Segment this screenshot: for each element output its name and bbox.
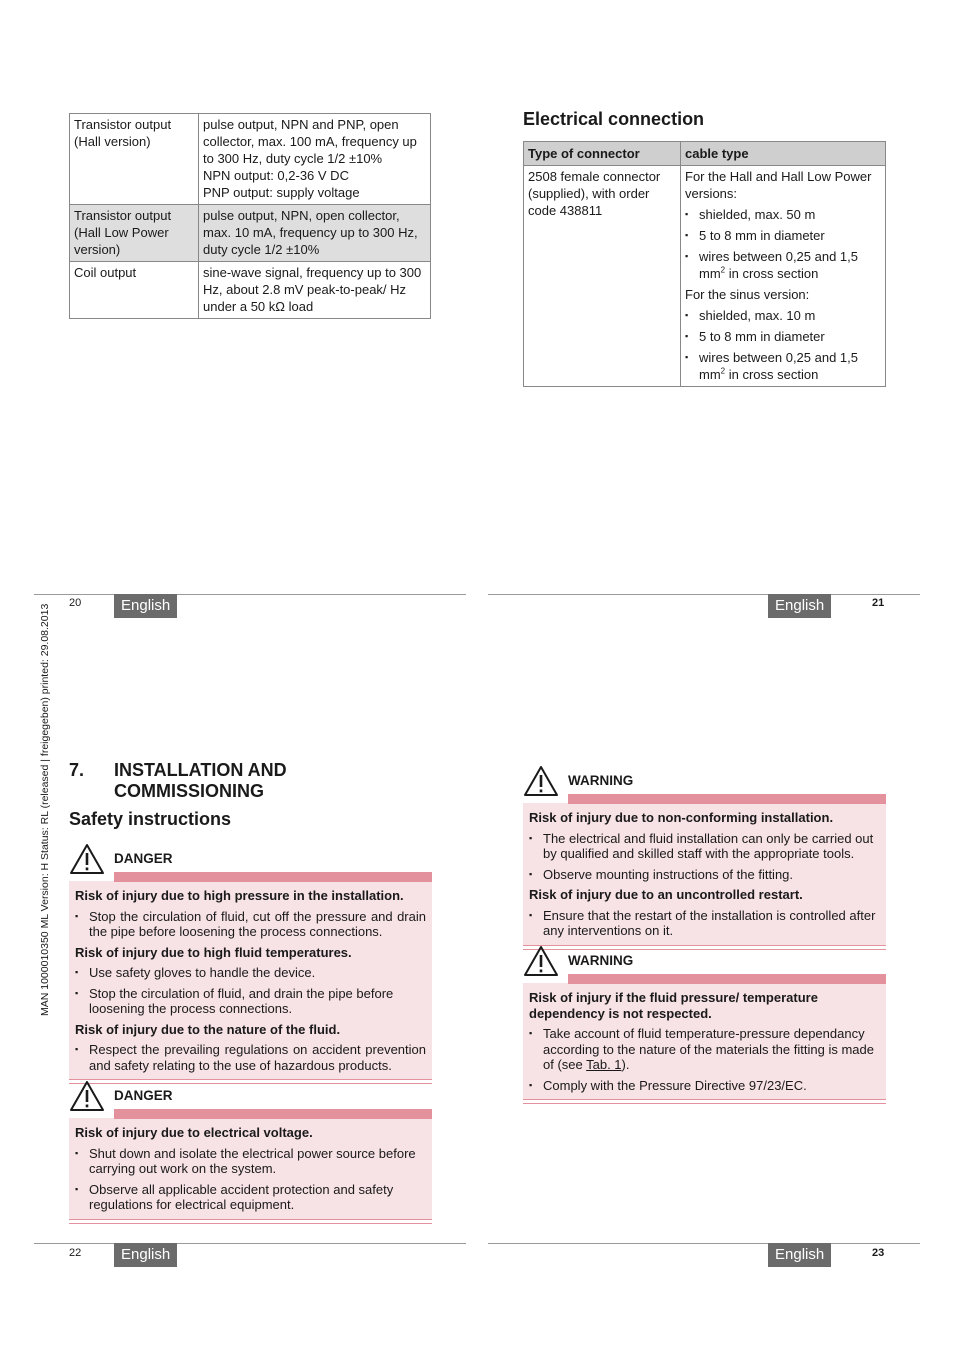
instruction-list — [75, 1042, 426, 1073]
warning-triangle-icon — [69, 843, 105, 875]
language-tag: English — [114, 1243, 177, 1267]
risk-heading: Risk of injury due to high fluid temperatures. — [75, 944, 352, 960]
row-value — [199, 262, 431, 319]
risk-heading: Risk of injury due to high pressure in the installation. — [75, 888, 404, 903]
list-item: ▪ Use safety gloves to handle the device. — [75, 965, 426, 981]
list-item: ▪ shielded, max. 50 m — [685, 206, 881, 223]
list-item: ▪ Respect the prevailing regulations on accident prevention and safety relating to the use of hazardous products. — [75, 1042, 426, 1073]
page-number: 20 — [69, 597, 82, 609]
danger-bar — [114, 872, 432, 882]
list-item: ▪ Ensure that the restart of the installation is controlled after any interventions on it. — [529, 908, 880, 939]
column-header: Type of connector — [524, 142, 681, 166]
row-value — [199, 114, 431, 205]
list-item: ▪ Stop the circulation of fluid, and drain the pipe before loosening the process connections. — [75, 986, 426, 1017]
footer-rule — [34, 594, 466, 595]
warning-label: WARNING — [568, 953, 634, 968]
output-specs-table — [69, 113, 431, 319]
row-value — [199, 205, 431, 262]
warning-header — [523, 953, 886, 983]
section-title — [114, 760, 287, 802]
instruction-list — [529, 908, 880, 939]
section-title-line: INSTALLATION AND — [114, 760, 287, 780]
footer-rule — [34, 1243, 466, 1244]
warning-body — [523, 983, 886, 1100]
instruction-list — [75, 1146, 426, 1213]
table-row — [70, 205, 431, 262]
language-tag: English — [114, 594, 177, 618]
danger-box — [69, 1088, 432, 1220]
risk-heading: Risk of injury due to an uncontrolled restart. — [529, 887, 803, 902]
page-number: 22 — [69, 1247, 82, 1259]
risk-heading: Risk of injury if the fluid pressure/ temperature dependency is not respected. — [529, 990, 818, 1021]
warning-label: WARNING — [568, 773, 634, 788]
value-line: sine-wave signal, frequency up to 300 Hz, about 2.8 mV peak-to-peak/ Hz under a 50 kΩ load — [203, 265, 422, 314]
list-item-text: ). — [621, 1057, 630, 1072]
document-status-line: MAN 1000010350 ML Version: H Status: RL (released | freigegeben) printed: 29.08.2013 — [39, 603, 51, 1016]
safety-instructions-heading: Safety instructions — [69, 809, 232, 829]
warning-body — [523, 803, 886, 946]
hall-intro: For the Hall and Hall Low Power versions: — [685, 169, 872, 201]
list-item: ▪ 5 to 8 mm in diameter — [685, 227, 881, 244]
warning-header — [523, 773, 886, 803]
warning-triangle-icon — [523, 945, 559, 977]
value-line: PNP output: supply voltage — [203, 185, 360, 200]
warning-triangle-icon — [69, 1080, 105, 1112]
sinus-intro: For the sinus version: — [685, 287, 810, 302]
danger-body — [69, 1118, 432, 1220]
connector-cell: 2508 female connector (supplied), with order code 438811 — [524, 166, 681, 387]
danger-box — [69, 851, 432, 1080]
list-item: ▪ Stop the circulation of fluid, cut off the pressure and drain the pipe before loosening the process connections. — [75, 909, 426, 940]
section-title-line: COMMISSIONING — [114, 781, 265, 801]
list-item-text: wires between 0,25 and 1,5 mm — [699, 350, 858, 382]
superscript: 2 — [720, 366, 726, 376]
list-item: ▪ Observe mounting instructions of the fitting. — [529, 867, 880, 883]
risk-heading: Risk of injury due to the nature of the fluid. — [75, 1021, 341, 1037]
danger-body — [69, 881, 432, 1080]
footer-rule — [488, 1243, 920, 1244]
list-item-text: Take account of fluid temperature-pressure dependancy according to the nature of the materials the fitting is made of (see — [543, 1026, 874, 1072]
instruction-list — [529, 831, 880, 883]
table-row — [524, 166, 886, 387]
electrical-connection-table — [523, 141, 886, 387]
list-item: ▪ Observe all applicable accident protection and safety regulations for electrical equipment. — [75, 1182, 426, 1213]
language-tag: English — [768, 594, 831, 618]
column-header: cable type — [681, 142, 886, 166]
instruction-list — [529, 1026, 880, 1093]
section-number: 7. — [69, 760, 85, 780]
list-item: ▪ Comply with the Pressure Directive 97/23/EC. — [529, 1078, 880, 1094]
danger-bar — [114, 1109, 432, 1119]
superscript: 2 — [720, 265, 726, 275]
value-line: pulse output, NPN and PNP, open collector, max. 100 mA, frequency up to 300 Hz, duty cycle 1/2 ±10% — [203, 117, 417, 166]
danger-label: DANGER — [114, 1088, 173, 1103]
list-item: ▪ The electrical and fluid installation can only be carried out by qualified and skilled staff with the appropriate tools. — [529, 831, 880, 862]
warning-bar — [568, 794, 886, 804]
list-item-text: in cross section — [728, 367, 819, 382]
instruction-list — [75, 965, 426, 1017]
row-label: Coil output — [70, 262, 199, 319]
electrical-connection-title: Electrical connection — [523, 109, 705, 129]
list-item-text: in cross section — [728, 266, 819, 281]
danger-label: DANGER — [114, 851, 173, 866]
footer-rule — [488, 594, 920, 595]
cable-type-cell — [681, 166, 886, 387]
hall-list — [685, 206, 881, 282]
list-item: ▪ Shut down and isolate the electrical power source before carrying out work on the system. — [75, 1146, 426, 1177]
warning-triangle-icon — [523, 765, 559, 797]
risk-heading: Risk of injury due to electrical voltage. — [75, 1125, 313, 1140]
language-tag: English — [768, 1243, 831, 1267]
table-row — [70, 114, 431, 205]
risk-heading: Risk of injury due to non-conforming installation. — [529, 810, 834, 825]
danger-header — [69, 1088, 432, 1118]
sinus-list — [685, 307, 881, 383]
page-number: 21 — [872, 597, 885, 609]
table-header-row — [524, 142, 886, 166]
instruction-list — [75, 909, 426, 940]
value-line: pulse output, NPN, open collector, max. 10 mA, frequency up to 300 Hz, duty cycle 1/2 ±10% — [203, 208, 418, 257]
row-label: Transistor output (Hall Low Power version) — [70, 205, 199, 262]
warning-bar — [568, 974, 886, 984]
list-item — [685, 248, 881, 282]
danger-header — [69, 851, 432, 881]
value-line: NPN output: 0,2-36 V DC — [203, 168, 349, 183]
warning-box — [523, 773, 886, 946]
warning-box — [523, 953, 886, 1100]
page-number: 23 — [872, 1247, 885, 1259]
list-item: ▪ shielded, max. 10 m — [685, 307, 881, 324]
list-item-text: wires between 0,25 and 1,5 mm — [699, 249, 858, 281]
list-item: ▪ 5 to 8 mm in diameter — [685, 328, 881, 345]
list-item — [529, 1026, 880, 1073]
list-item — [685, 349, 881, 383]
row-label: Transistor output (Hall version) — [70, 114, 199, 205]
table-row — [70, 262, 431, 319]
table-reference-link[interactable]: Tab. 1 — [586, 1057, 622, 1072]
